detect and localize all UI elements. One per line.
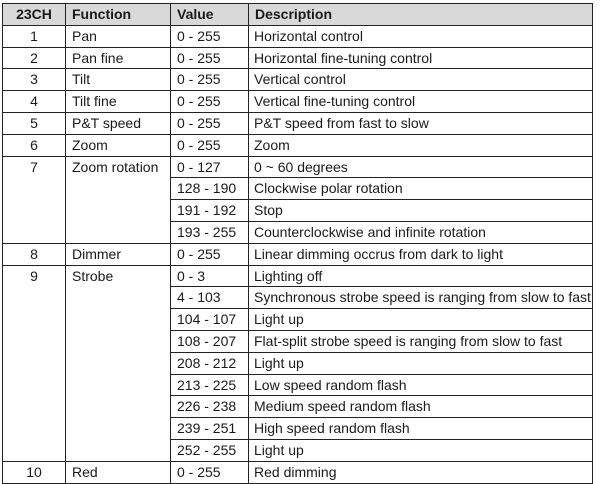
value-range: 0 - 3 [171, 265, 249, 287]
channel-number: 4 [3, 91, 66, 113]
value-description: Light up [249, 439, 593, 461]
value-range: 108 - 207 [171, 330, 249, 352]
value-description: P&T speed from fast to slow [249, 112, 593, 134]
function-name: Red [66, 461, 171, 483]
value-range: 0 - 255 [171, 25, 249, 47]
table-row [3, 265, 593, 287]
value-description: Vertical control [249, 69, 593, 91]
channel-number: 3 [3, 69, 66, 91]
function-name: Pan [66, 25, 171, 47]
value-description: Light up [249, 352, 593, 374]
channel-number: 2 [3, 47, 66, 69]
function-name: Tilt fine [66, 91, 171, 113]
table-row [3, 134, 593, 156]
value-description: Flat-split strobe speed is ranging from slow to fast [249, 330, 593, 352]
channel-number: 6 [3, 134, 66, 156]
channel-number: 7 [3, 156, 66, 243]
value-range: 226 - 238 [171, 396, 249, 418]
channel-number: 5 [3, 112, 66, 134]
function-name: Tilt [66, 69, 171, 91]
function-name: Dimmer [66, 243, 171, 265]
value-range: 104 - 107 [171, 309, 249, 331]
value-range: 0 - 255 [171, 134, 249, 156]
value-range: 0 - 255 [171, 47, 249, 69]
table-body [3, 25, 593, 483]
function-name: Pan fine [66, 47, 171, 69]
header-description: Description [249, 4, 593, 26]
value-description: Light up [249, 309, 593, 331]
value-description: Lighting off [249, 265, 593, 287]
table-row [3, 112, 593, 134]
value-description: 0 ~ 60 degrees [249, 156, 593, 178]
value-range: 252 - 255 [171, 439, 249, 461]
dmx-channel-table [2, 3, 593, 484]
value-range: 208 - 212 [171, 352, 249, 374]
value-description: High speed random flash [249, 418, 593, 440]
table-row [3, 243, 593, 265]
header-channel: 23CH [3, 4, 66, 26]
value-description: Stop [249, 200, 593, 222]
value-description: Low speed random flash [249, 374, 593, 396]
function-name: Strobe [66, 265, 171, 461]
value-description: Counterclockwise and infinite rotation [249, 221, 593, 243]
header-value: Value [171, 4, 249, 26]
value-description: Clockwise polar rotation [249, 178, 593, 200]
value-range: 193 - 255 [171, 221, 249, 243]
value-range: 4 - 103 [171, 287, 249, 309]
value-range: 0 - 255 [171, 91, 249, 113]
channel-number: 10 [3, 461, 66, 483]
value-range: 191 - 192 [171, 200, 249, 222]
table-row [3, 47, 593, 69]
value-range: 0 - 255 [171, 112, 249, 134]
value-description: Zoom [249, 134, 593, 156]
value-range: 0 - 255 [171, 69, 249, 91]
table-row [3, 461, 593, 483]
value-description: Red dimming [249, 461, 593, 483]
function-name: P&T speed [66, 112, 171, 134]
header-row [3, 4, 593, 26]
value-description: Vertical fine-tuning control [249, 91, 593, 113]
value-range: 213 - 225 [171, 374, 249, 396]
channel-number: 9 [3, 265, 66, 461]
table-row [3, 91, 593, 113]
value-range: 0 - 255 [171, 461, 249, 483]
value-description: Synchronous strobe speed is ranging from slow to fast [249, 287, 593, 309]
value-range: 128 - 190 [171, 178, 249, 200]
table-row [3, 69, 593, 91]
value-description: Horizontal fine-tuning control [249, 47, 593, 69]
value-description: Linear dimming occrus from dark to light [249, 243, 593, 265]
value-range: 0 - 255 [171, 243, 249, 265]
header-function: Function [66, 4, 171, 26]
value-range: 239 - 251 [171, 418, 249, 440]
table-header [3, 4, 593, 26]
value-range: 0 - 127 [171, 156, 249, 178]
table-row [3, 25, 593, 47]
function-name: Zoom rotation [66, 156, 171, 243]
function-name: Zoom [66, 134, 171, 156]
value-description: Medium speed random flash [249, 396, 593, 418]
value-description: Horizontal control [249, 25, 593, 47]
channel-number: 8 [3, 243, 66, 265]
channel-number: 1 [3, 25, 66, 47]
table-row [3, 156, 593, 178]
